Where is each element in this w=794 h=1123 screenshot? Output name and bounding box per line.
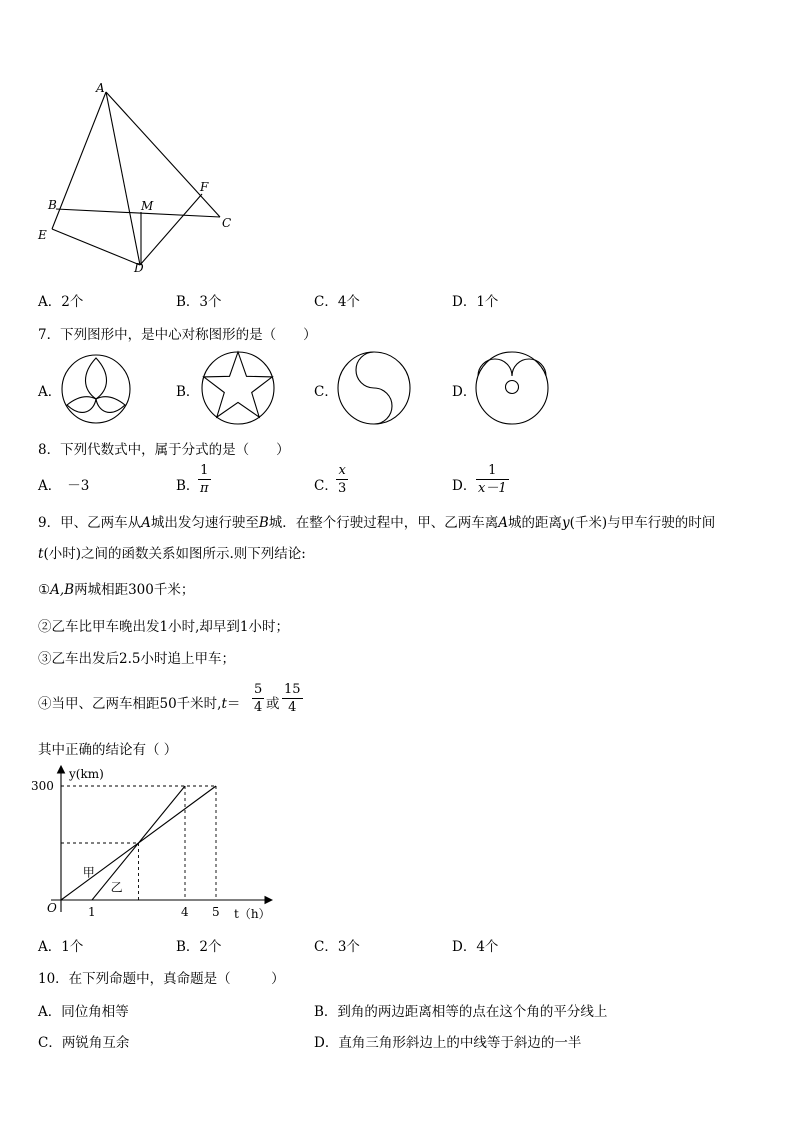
q9-statement-4: ④当甲、乙两车相距50千米时,t＝ (38, 696, 241, 712)
label-F: F (200, 180, 209, 194)
segment-AD (106, 92, 140, 265)
y-axis-label: y(km) (69, 767, 104, 781)
x-tick-4: 4 (181, 905, 189, 919)
distance-time-chart (30, 762, 280, 927)
q9-option-a[interactable]: A．1个 (38, 939, 84, 955)
star-in-circle-icon[interactable] (200, 350, 276, 426)
label-D: D (134, 261, 144, 275)
q9-question: 其中正确的结论有（ ） (38, 742, 178, 758)
q8-option-d-fraction: $\frac{1}{x-1}$ (478, 463, 507, 496)
q9-or: 或 (266, 696, 280, 712)
geometry-figure (30, 78, 240, 278)
q9-statement-2: ②乙车比甲车晚出发1小时,却早到1小时； (38, 619, 289, 635)
q9-stem-line2: t(小时)之间的函数关系如图所示.则下列结论: (38, 546, 306, 562)
q9-option-c[interactable]: C．3个 (314, 939, 360, 955)
q7-stem: 7．下列图形中，是中心对称图形的是（ ） (38, 327, 317, 343)
series-label-2: 乙 (110, 880, 123, 895)
segment-ED (52, 229, 140, 265)
q6-option-d[interactable]: D．1个 (452, 294, 499, 310)
q6-option-c[interactable]: C．4个 (314, 294, 360, 310)
q8-option-d-letter[interactable]: D． (452, 478, 477, 494)
double-arc-with-circle-icon[interactable] (474, 350, 550, 426)
q7-option-a-letter[interactable]: A． (38, 384, 62, 400)
q9-fraction-15-4: $\frac{15}{4}$ (284, 682, 301, 715)
q7-option-d-letter[interactable]: D． (452, 384, 477, 400)
segment-AE (52, 92, 106, 229)
three-petal-circle-icon[interactable] (60, 353, 132, 425)
q9-stem-line1: 9．甲、乙两车从A城出发匀速行驶至B城．在整个行驶过程中，甲、乙两车离A城的距离y(千米)与甲车行驶的时间 (38, 515, 716, 531)
q8-option-b-fraction: $\frac{1}{\pi}$ (200, 463, 209, 496)
label-E: E (38, 228, 47, 242)
x-tick-1: 1 (88, 905, 96, 919)
label-A: A (96, 81, 105, 95)
label-M: M (141, 199, 154, 213)
q10-option-b[interactable]: B．到角的两边距离相等的点在这个角的平分线上 (314, 1004, 608, 1020)
q10-option-c[interactable]: C．两锐角互余 (38, 1035, 130, 1051)
q6-option-a[interactable]: A．2个 (38, 294, 84, 310)
segment-BC (56, 209, 220, 217)
q8-option-c-letter[interactable]: C． (314, 478, 338, 494)
q9-fraction-5-4: $\frac{5}{4}$ (254, 682, 263, 715)
label-C: C (222, 216, 232, 230)
segment-AC (106, 92, 220, 217)
q8-stem: 8．下列代数式中，属于分式的是（ ） (38, 442, 290, 458)
q10-stem: 10．在下列命题中，真命题是（ ） (38, 971, 285, 987)
x-axis-label: t（h） (234, 907, 271, 921)
q8-option-a[interactable]: A． －3 (38, 478, 90, 494)
x-tick-5: 5 (212, 905, 220, 919)
q7-option-b-letter[interactable]: B． (176, 384, 200, 400)
q7-option-c-letter[interactable]: C． (314, 384, 338, 400)
origin-label: O (47, 901, 57, 915)
q10-option-a[interactable]: A．同位角相等 (38, 1004, 129, 1020)
q9-statement-1: ①A,B两城相距300千米； (38, 582, 195, 598)
yin-yang-icon[interactable] (336, 350, 412, 426)
q9-statement-3: ③乙车出发后2.5小时追上甲车； (38, 651, 235, 667)
q9-option-d[interactable]: D．4个 (452, 939, 499, 955)
q9-option-b[interactable]: B．2个 (176, 939, 222, 955)
q8-option-c-fraction: $\frac{x}{3}$ (338, 463, 347, 496)
label-B: B (48, 198, 57, 212)
series-label-1: 甲 (82, 865, 95, 880)
q6-option-b[interactable]: B．3个 (176, 294, 222, 310)
y-tick-300: 300 (31, 779, 54, 793)
q8-option-b-letter[interactable]: B． (176, 478, 200, 494)
q10-option-d[interactable]: D．直角三角形斜边上的中线等于斜边的一半 (314, 1035, 582, 1051)
